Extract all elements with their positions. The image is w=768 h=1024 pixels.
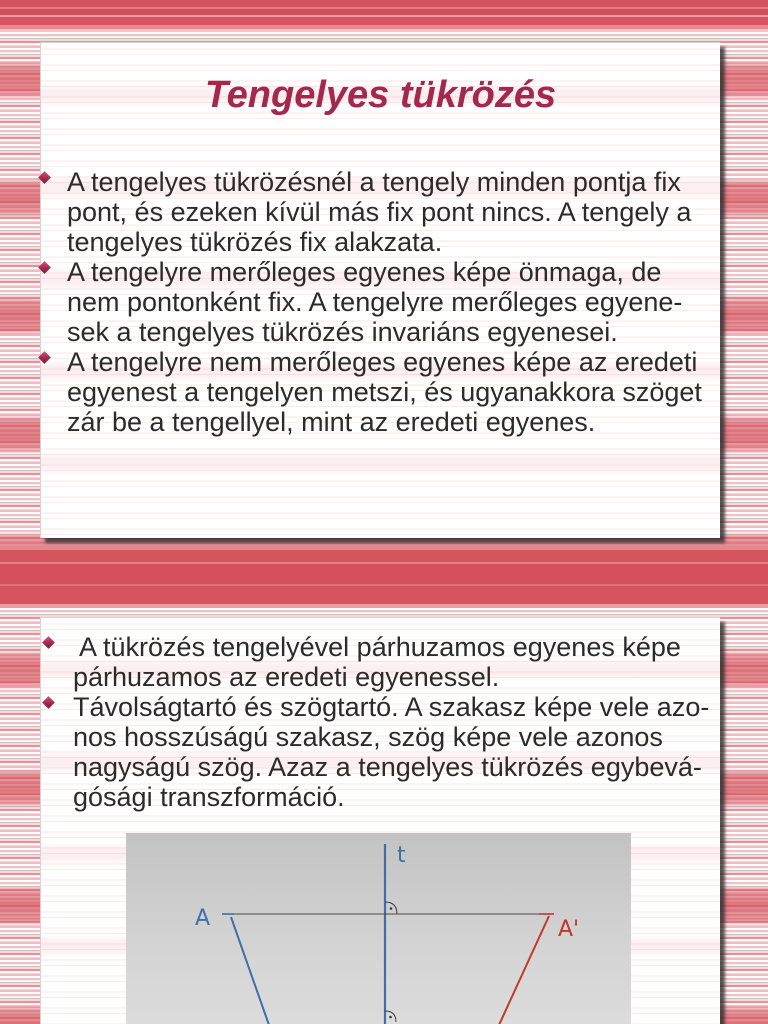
- bullet-line: párhuzamos az eredeti egyenessel.: [73, 662, 500, 692]
- axis-label: t: [397, 843, 406, 868]
- reflection-figure-image: [126, 833, 631, 1024]
- bullet-line: gósági transzformáció.: [73, 782, 345, 812]
- bullet-list: [41, 167, 720, 437]
- bullet-item: [41, 257, 720, 347]
- bullet-line: A tengelyre nem merőleges egyenes képe az eredeti: [67, 347, 698, 377]
- bullet-line: sek a tengelyes tükrözés invariáns egyenesei.: [67, 317, 618, 347]
- bullet-list: [41, 632, 720, 812]
- bullet-line: tengelyes tükrözés fix alakzata.: [67, 227, 443, 257]
- bullet-line: nem pontonként fix. A tengelyre merőleges egyene-: [67, 287, 683, 317]
- point-label: A: [195, 906, 211, 931]
- bullet-line: nagyságú szög. Azaz a tengelyes tükrözés egybevá-: [73, 752, 702, 782]
- bullet-line: A tengelyre merőleges egyenes képe önmaga, de: [67, 257, 662, 287]
- bullet-line: zár be a tengellyel, mint az eredeti egyenes.: [67, 407, 596, 437]
- image-point-label: A': [558, 917, 580, 942]
- right-angle-dot: [389, 1016, 392, 1019]
- right-angle-dot: [390, 907, 393, 910]
- slide-2: [40, 617, 720, 1024]
- bullet-line: nos hosszúságú szakasz, szög képe vele azonos: [73, 722, 663, 752]
- bullet-line: pont, és ezeken kívül más fix pont nincs. A tengely a: [67, 197, 692, 227]
- bullet-item: [41, 347, 720, 437]
- slide-1: [40, 42, 720, 538]
- bullet-line: A tengelyes tükrözésnél a tengely minden pontja fix: [67, 167, 681, 197]
- bullet-item: [41, 632, 720, 692]
- bullet-line: Távolságtartó és szögtartó. A szakasz képe vele azo-: [73, 692, 710, 722]
- bullet-item: [41, 692, 720, 812]
- bullet-item: [41, 167, 720, 257]
- slide-title: Tengelyes tükrözés: [204, 74, 557, 116]
- bullet-line: egyenest a tengelyen metszi, és ugyanakkora szöget: [67, 377, 702, 407]
- bullet-line: A tükrözés tengelyével párhuzamos egyenes képe: [73, 632, 681, 662]
